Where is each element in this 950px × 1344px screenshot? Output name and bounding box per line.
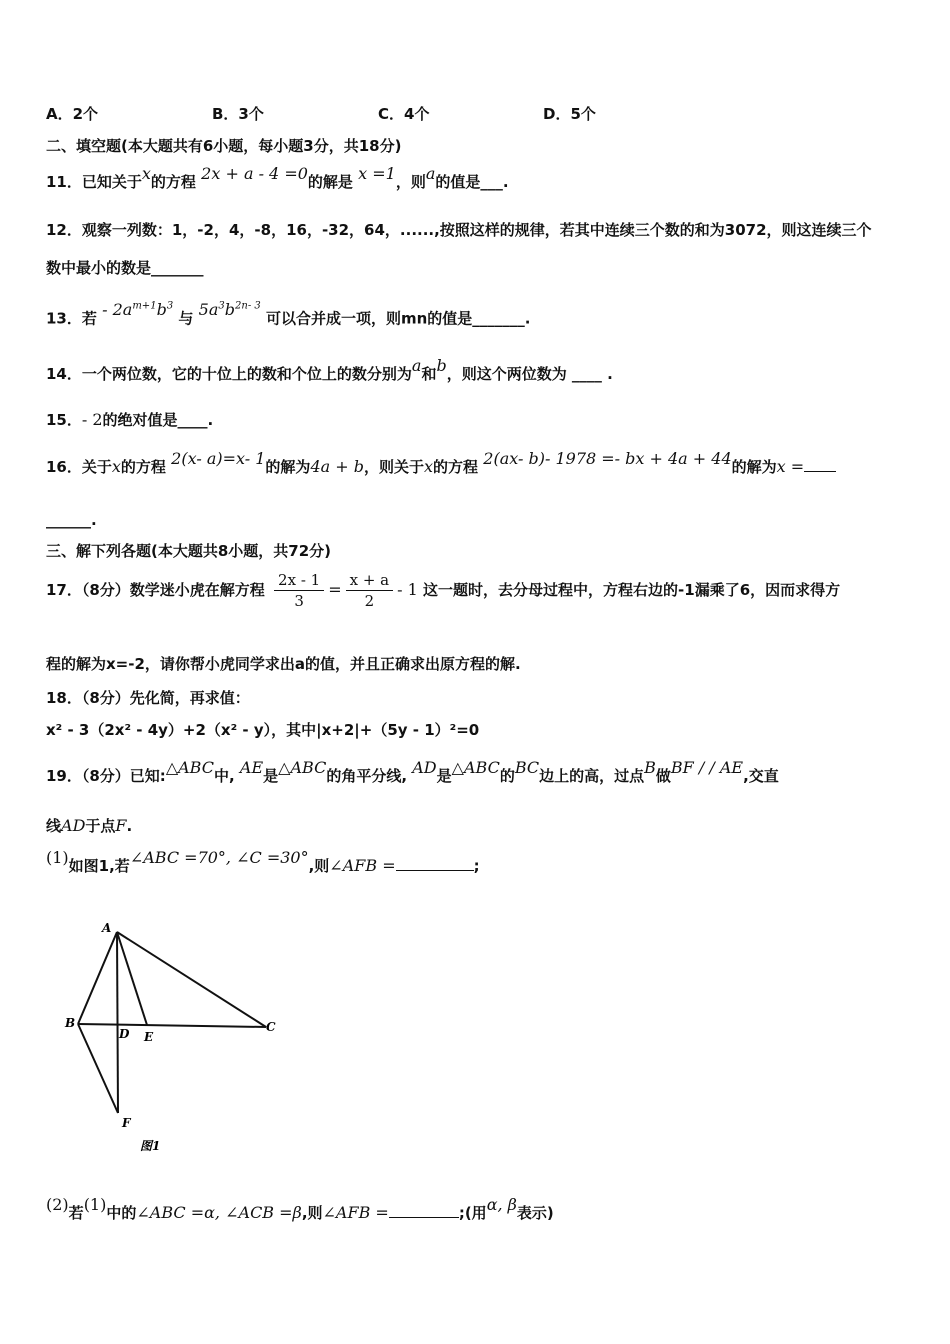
question-16: 16．关于x的方程 2(x- a)=x- 1的解为4a + b，则关于x的方程 2(ax- b)- 1978 =- bx + 4a + 44的解为x = [46, 457, 836, 477]
label-a: A [102, 921, 112, 935]
part-2: (2)若(1)中的∠ABC =α, ∠ACB =β,则∠AFB = ;(用α, β表示) [46, 1195, 554, 1222]
section-2-heading: 二、填空题(本大题共有6小题，每小题3分，共18分) [46, 137, 402, 155]
label-b: B [65, 1016, 76, 1030]
question-12-line2: 数中最小的数是_______ [46, 259, 204, 277]
label-d: D [119, 1027, 130, 1041]
question-11: 11．已知关于x的方程 2x + a - 4 =0的解是 x =1，则a的值是___. [46, 164, 509, 191]
fraction-right: $\frac{x + a}{2}$ [346, 570, 394, 611]
question-16-line2: ______. [46, 511, 97, 529]
figure-caption: 图1 [140, 1139, 161, 1153]
section-3-heading: 三、解下列各题(本大题共8小题，共72分) [46, 542, 332, 560]
question-18-line2: x² - 3（2x² - 4y）+2（x² - y），其中|x+2|+（5y - 1）²=0 [46, 721, 480, 739]
label-f: F [122, 1116, 131, 1130]
figure-1-triangle [60, 915, 290, 1155]
question-17: 17．（8分）数学迷小虎在解方程 $\frac{2x - 1}{3}$ = $\frac{x + a}{2}$ - 1 这一题时，去分母过程中，方程右边的-1漏乘了6，因而求得方 [46, 571, 841, 610]
part-1: (1)如图1,若∠ABC =70°, ∠C =30°,则∠AFB = ; [46, 848, 480, 875]
question-19: 19．（8分）已知:△ABC中, AE是△ABC的角平分线, AD是△ABC的BC边上的高，过点B做BF / / AE,交直 [46, 758, 779, 785]
option-a: A．2个 [46, 105, 99, 123]
question-13: 13．若 - $2a^{m+1}b^3$ 与 $5a^3b^{2n- 3}$ 可以合并成一项，则mn的值是_______. [46, 300, 531, 328]
question-14: 14．一个两位数，它的十位上的数和个位上的数分别为a和b，则这个两位数为 ____ . [46, 356, 613, 383]
option-c: C．4个 [378, 105, 430, 123]
question-12-line1: 12．观察一列数：1，-2，4，-8，16，-32，64，......,按照这样的规律，若其中连续三个数的和为3072，则这连续三个 [46, 221, 872, 239]
label-c: C [266, 1020, 276, 1034]
fraction-left: $\frac{2x - 1}{3}$ [274, 570, 324, 611]
question-18-line1: 18．（8分）先化简，再求值： [46, 689, 250, 707]
question-19-line2: 线AD于点F. [46, 816, 133, 835]
question-15: 15．- 2的绝对值是____. [46, 410, 214, 429]
option-d: D．5个 [543, 105, 596, 123]
question-17-line2: 程的解为x=-2，请你帮小虎同学求出a的值，并且正确求出原方程的解. [46, 655, 521, 673]
label-e: E [144, 1030, 154, 1044]
option-b: B．3个 [212, 105, 264, 123]
